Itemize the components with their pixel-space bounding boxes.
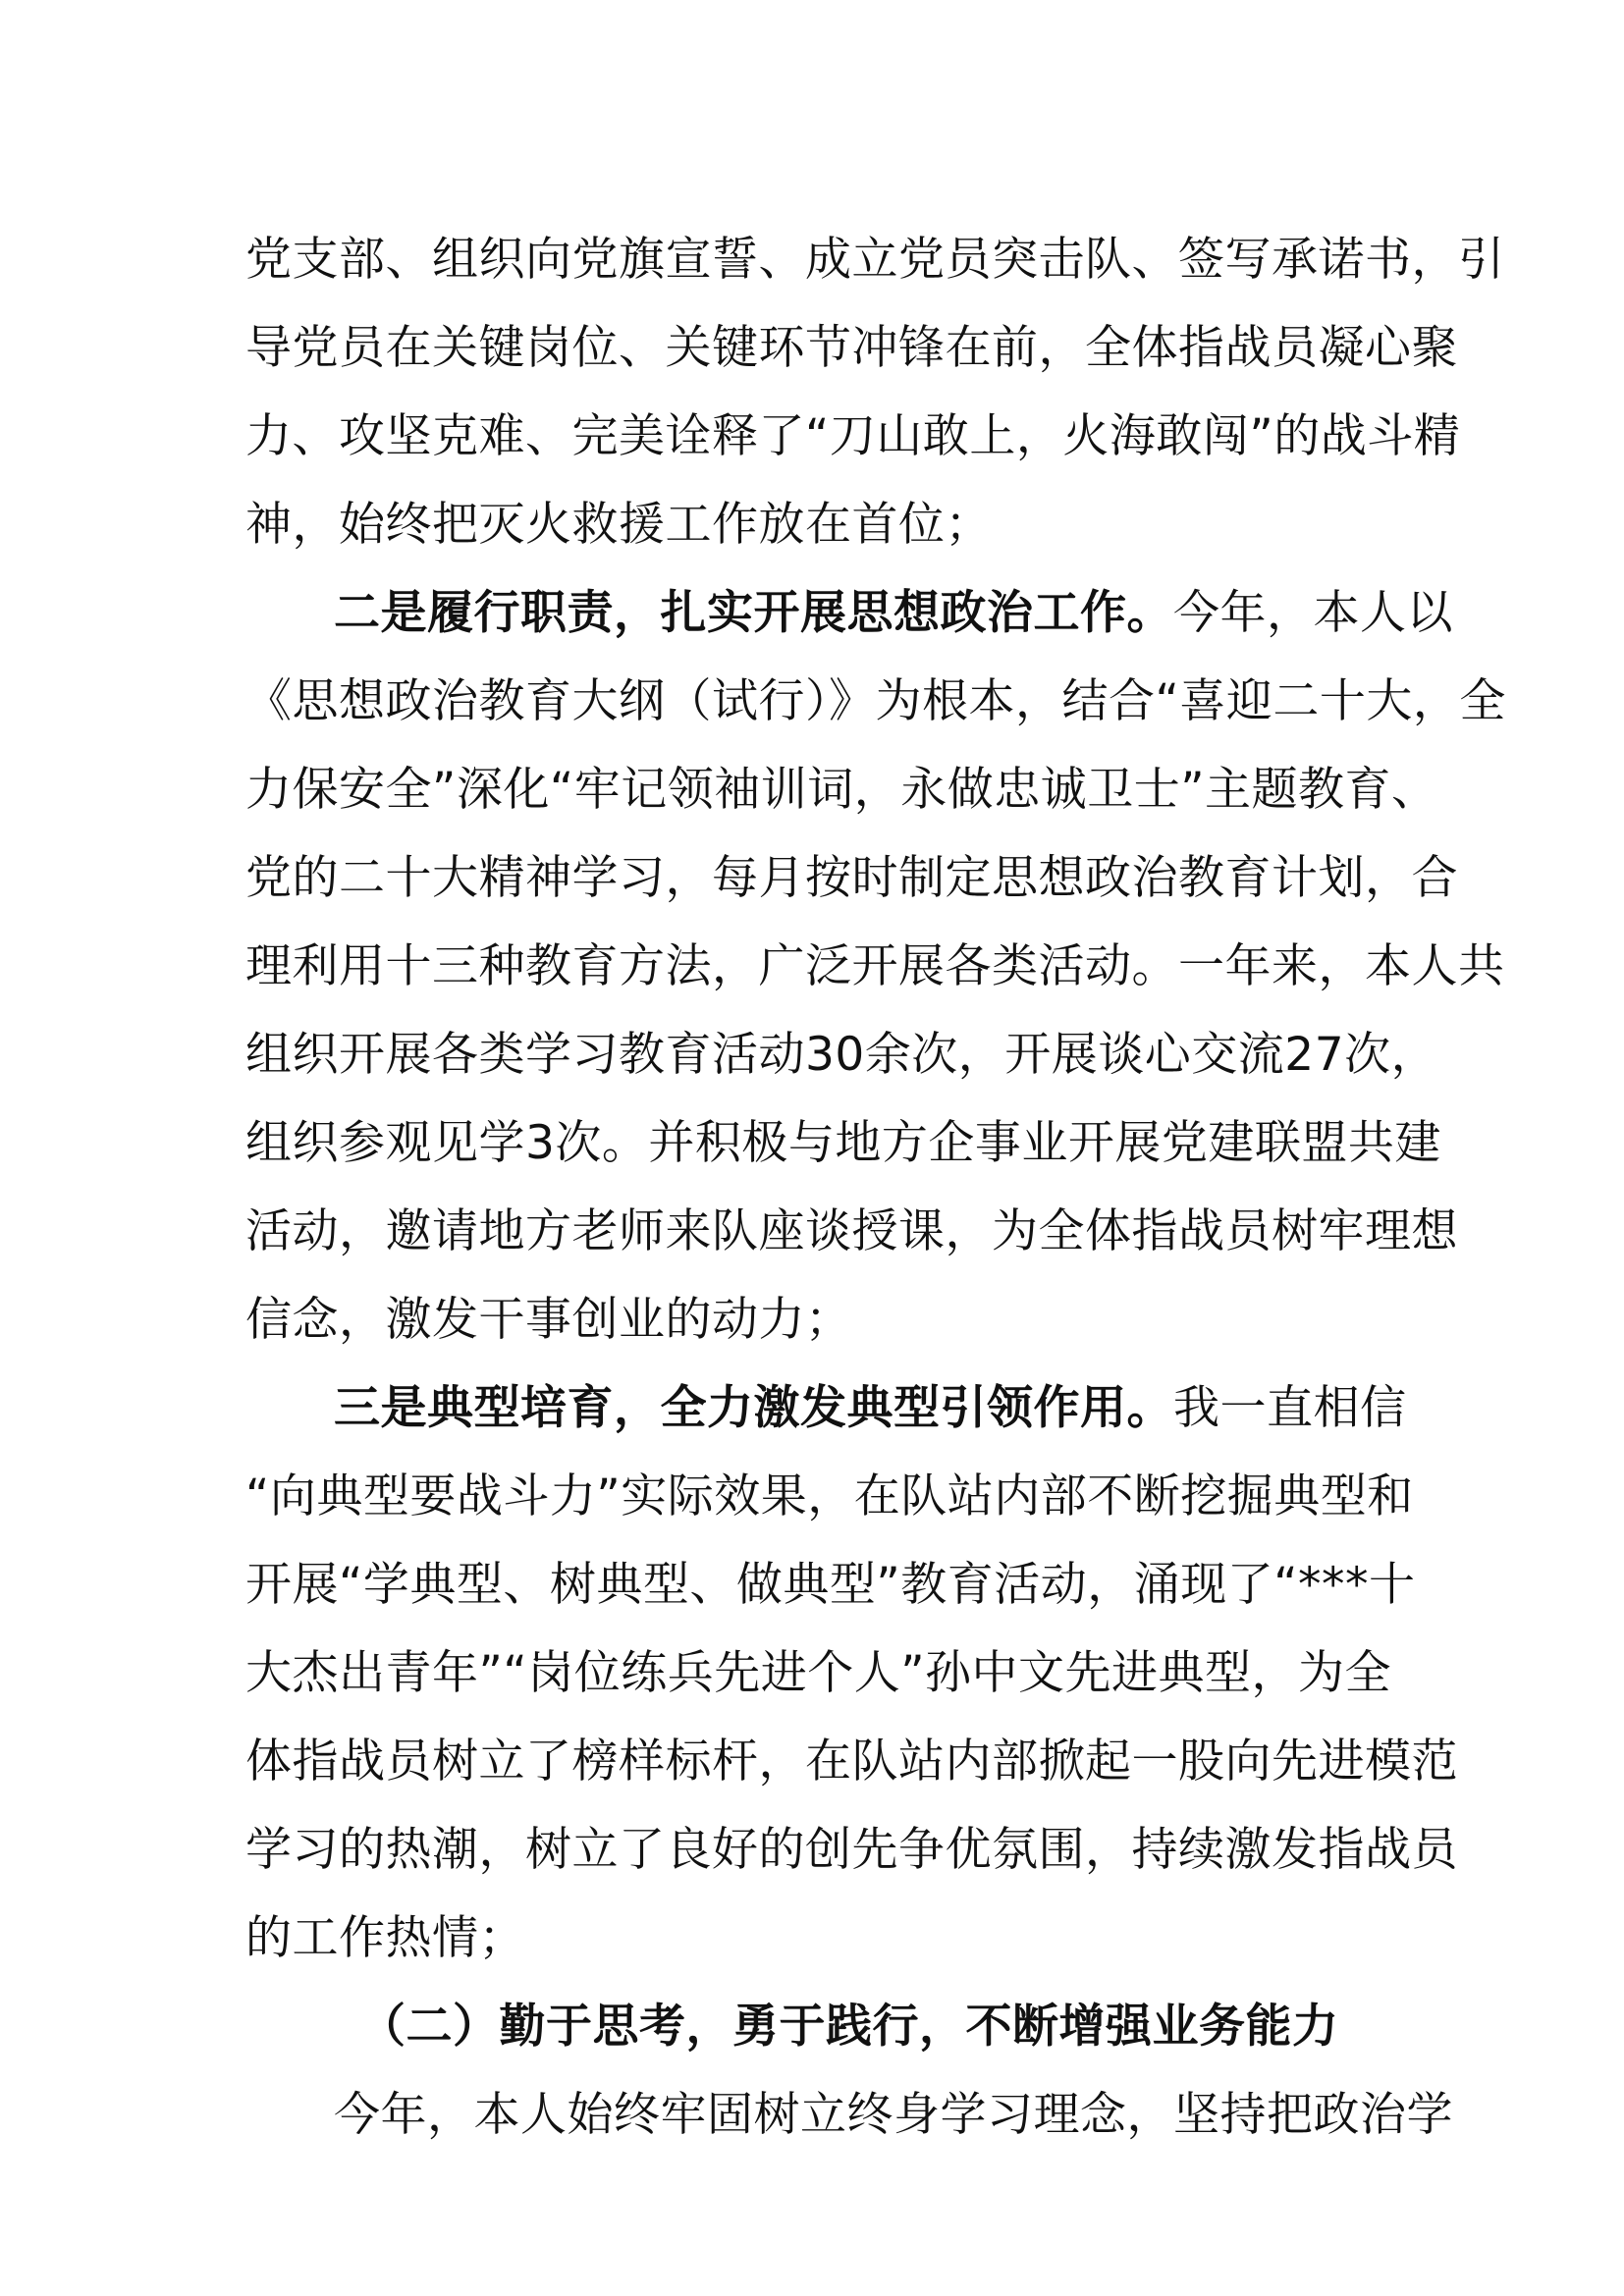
section-heading: （二）勤于思考，勇于践行，不断增强业务能力 xyxy=(359,2000,1339,2054)
text-line: 党支部、组织向党旗宣誓、成立党员突击队、签写承诺书，引 xyxy=(245,233,1505,287)
text-line: 组织参观见学3次。并积极与地方企事业开展党建联盟共建 xyxy=(245,1116,1441,1170)
text-line: 学习的热潮，树立了良好的创先争优氛围，持续激发指战员 xyxy=(245,1823,1458,1877)
text-line: 的工作热情； xyxy=(245,1911,525,1965)
text-line: 体指战员树立了榜样标杆，在队站内部掀起一股向先进模范 xyxy=(245,1735,1458,1789)
text-line: 党的二十大精神学习，每月按时制定思想政治教育计划，合 xyxy=(245,851,1458,905)
paragraph-three-first-line xyxy=(334,1369,1407,1448)
paragraph-two-heading: 二是履行职责，扎实开展思想政治工作。 xyxy=(334,586,1173,640)
paragraph-three-text: 我一直相信 xyxy=(1173,1381,1407,1435)
paragraph-two-text: 今年，本人以 xyxy=(1173,586,1453,640)
text-line: 力、攻坚克难、完美诠释了“刀山敢上，火海敢闯”的战斗精 xyxy=(245,409,1461,463)
text-line: 信念，激发干事创业的动力； xyxy=(245,1293,852,1347)
text-line: 《思想政治教育大纲（试行）》为根本，结合“喜迎二十大，全 xyxy=(245,674,1506,728)
text-line: 今年，本人始终牢固树立终身学习理念，坚持把政治学 xyxy=(334,2088,1453,2142)
paragraph-two-first-line xyxy=(334,574,1453,653)
text-line: 力保安全”深化“牢记领袖训词，永做忠诚卫士”主题教育、 xyxy=(245,763,1438,817)
text-line: 组织开展各类学习教育活动30余次，开展谈心交流27次， xyxy=(245,1028,1438,1082)
paragraph-three-heading: 三是典型培育，全力激发典型引领作用。 xyxy=(334,1381,1173,1435)
text-line: 开展“学典型、树典型、做典型”教育活动，涌现了“***十 xyxy=(245,1558,1416,1612)
text-line: 理利用十三种教育方法，广泛开展各类活动。一年来，本人共 xyxy=(245,939,1505,993)
text-line: 大杰出青年”“岗位练兵先进个人”孙中文先进典型，为全 xyxy=(245,1646,1392,1700)
text-line: 神，始终把灭火救援工作放在首位； xyxy=(245,498,992,552)
text-line: “向典型要战斗力”实际效果，在队站内部不断挖掘典型和 xyxy=(245,1469,1414,1523)
text-line: 活动，邀请地方老师来队座谈授课，为全体指战员树牢理想 xyxy=(245,1204,1458,1258)
text-line: 导党员在关键岗位、关键环节冲锋在前，全体指战员凝心聚 xyxy=(245,321,1458,375)
